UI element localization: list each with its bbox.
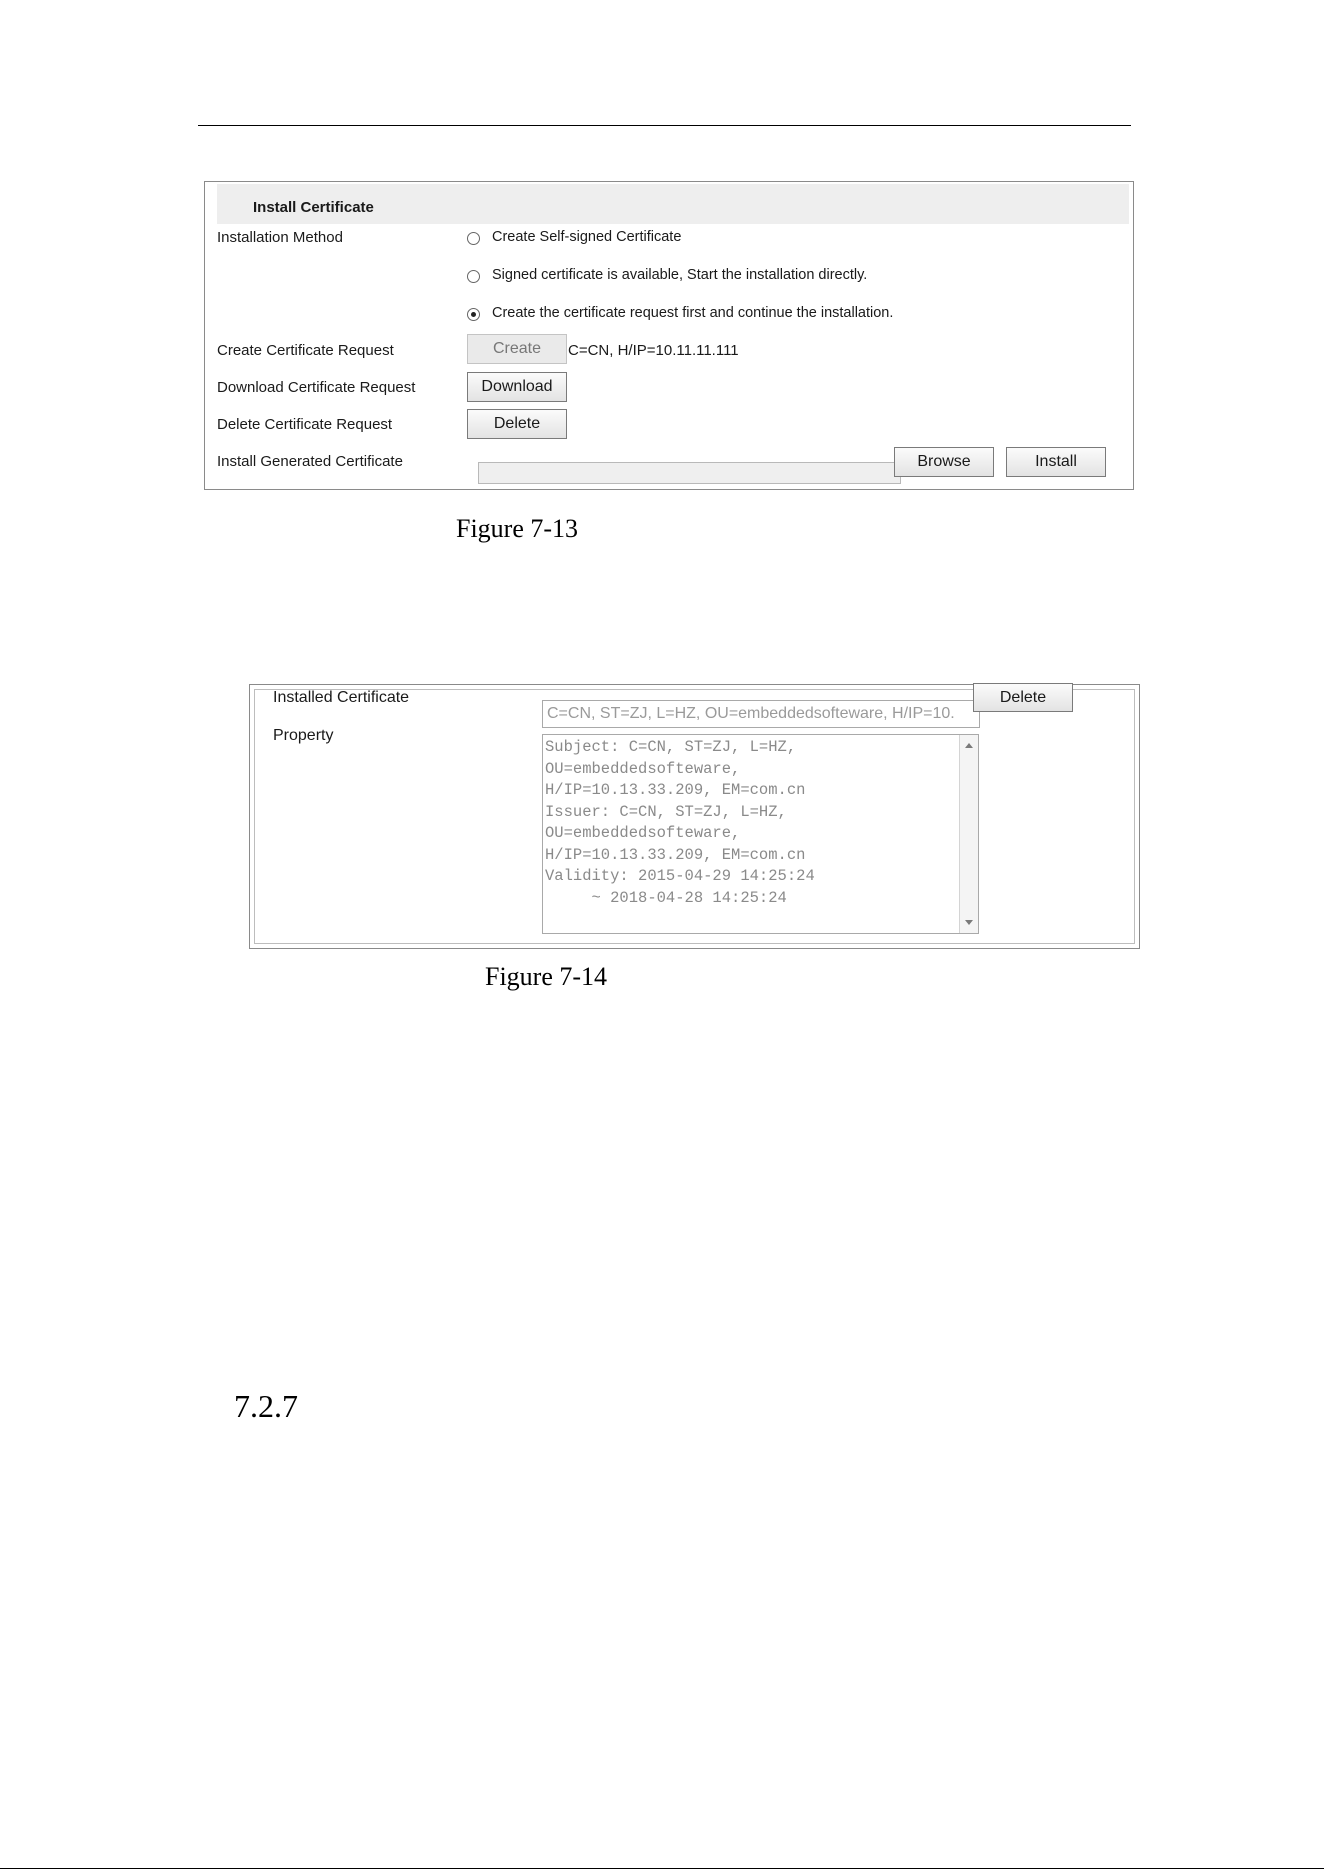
option-self-signed-label: Create Self-signed Certificate xyxy=(492,229,682,245)
property-textarea[interactable] xyxy=(542,734,979,934)
panel-header xyxy=(217,184,1129,224)
footer-rule xyxy=(0,1868,1324,1869)
radio-self-signed[interactable] xyxy=(467,232,480,245)
certificate-file-input[interactable] xyxy=(478,462,901,484)
installation-method-label: Installation Method xyxy=(217,229,343,246)
scroll-up-icon[interactable] xyxy=(965,743,973,748)
install-button[interactable]: Install xyxy=(1006,447,1106,477)
installed-certificate-label: Installed Certificate xyxy=(273,689,410,706)
install-generated-label: Install Generated Certificate xyxy=(217,453,403,470)
create-request-label: Create Certificate Request xyxy=(217,342,394,359)
request-info: C=CN, H/IP=10.11.11.111 xyxy=(568,342,739,359)
radio-create-request[interactable] xyxy=(467,308,480,321)
panel-title: Install Certificate xyxy=(253,199,374,216)
download-request-label: Download Certificate Request xyxy=(217,379,416,396)
radio-signed-available[interactable] xyxy=(467,270,480,283)
download-button[interactable]: Download xyxy=(467,372,567,402)
delete-certificate-button[interactable]: Delete xyxy=(973,683,1073,712)
install-certificate-panel xyxy=(204,181,1134,490)
figure-caption-7-14: Figure 7-14 xyxy=(485,962,608,991)
create-button[interactable]: Create xyxy=(467,334,567,364)
header-rule xyxy=(198,125,1131,126)
property-text: Subject: C=CN, ST=ZJ, L=HZ, OU=embeddedsofteware, H/IP=10.13.33.209, EM=com.cn Issuer: C=CN, ST=ZJ, L=HZ, OU=embeddedsofteware, H/IP=10.13.33.209, EM=com.cn Validity: 2015-04-29 14:25:24 ~ 2018-04-28 14:25:24 xyxy=(545,738,815,907)
option-create-request-label: Create the certificate request first and continue the installation. xyxy=(492,305,894,321)
section-number: 7.2.7 xyxy=(234,1388,298,1424)
property-scrollbar[interactable] xyxy=(959,735,978,933)
property-label: Property xyxy=(273,727,334,744)
option-signed-available-label: Signed certificate is available, Start the installation directly. xyxy=(492,267,868,283)
scroll-down-icon[interactable] xyxy=(965,920,973,925)
figure-caption-7-13: Figure 7-13 xyxy=(456,514,579,543)
browse-button[interactable]: Browse xyxy=(894,447,994,477)
installed-certificate-field[interactable]: C=CN, ST=ZJ, L=HZ, OU=embeddedsofteware, H/IP=10. xyxy=(542,700,980,728)
delete-request-label: Delete Certificate Request xyxy=(217,416,393,433)
delete-request-button[interactable]: Delete xyxy=(467,409,567,439)
